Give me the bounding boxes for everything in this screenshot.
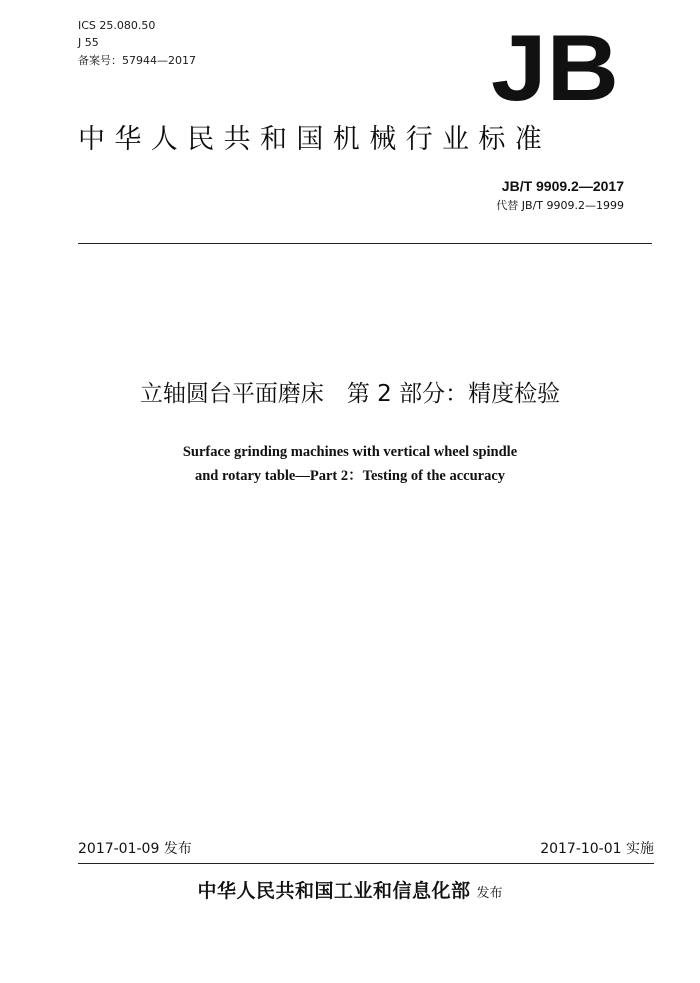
ics-code: ICS 25.080.50 [78, 19, 156, 32]
record-number: 备案号：57944—2017 [78, 54, 196, 67]
issuer-line [0, 879, 700, 906]
bottom-divider [78, 863, 654, 864]
jb-logo [490, 28, 620, 104]
chinese-title: 立轴圆台平面磨床 第 2 部分：精度检验 [139, 381, 561, 407]
standard-number: JB/T 9909.2—2017 [501, 178, 624, 194]
issuer-suffix: 发布 [476, 886, 503, 901]
issuer-name: 中华人民共和国工业和信息化部 [197, 880, 471, 902]
jb-logo-text: JB [491, 28, 619, 104]
replaces-standard: 代替 JB/T 9909.2—1999 [496, 199, 624, 212]
issue-date: 2017-01-09 发布 [78, 841, 192, 857]
standard-category-title: 中华人民共和国机械行业标准 [78, 124, 552, 155]
top-divider [78, 243, 652, 244]
implementation-date: 2017-10-01 实施 [540, 841, 654, 857]
classification-code: J 55 [78, 36, 99, 49]
english-title-line-1: Surface grinding machines with vertical wheel spindle [182, 444, 518, 460]
english-title-line-2: and rotary table—Part 2：Testing of the accuracy [194, 468, 506, 484]
